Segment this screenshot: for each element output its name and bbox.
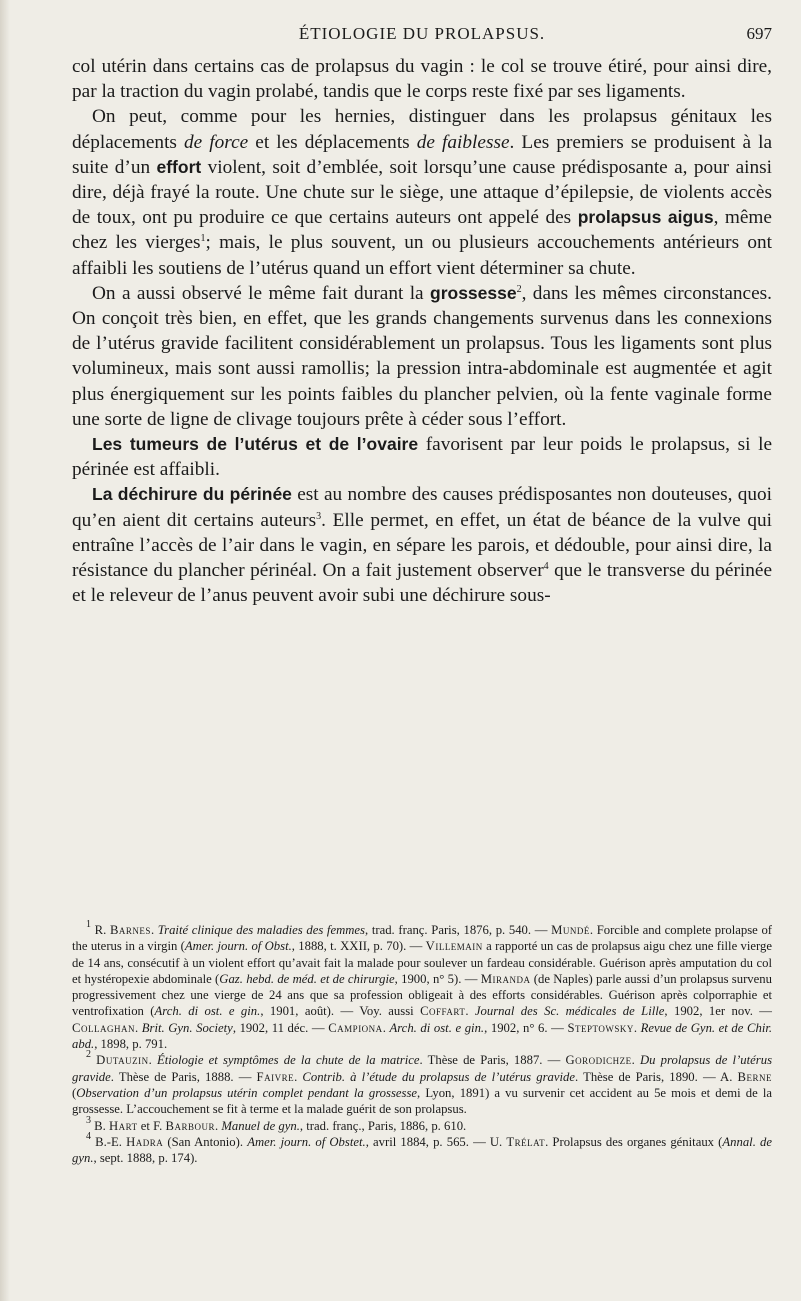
author-name: Barnes (109, 923, 151, 937)
text-run: que le transverse du périnée et le releveur de l’anus peuvent avoir subi une déchirure sous- (72, 560, 773, 607)
text-run: (de Naples) parle aussi d’un prolapsus survenu progressivement chez une vierge de 24 ans que sa profession obligeait à des efforts considérables. Guérison après colporraphie et ventrofixation ( (72, 971, 772, 1019)
text-run: , 1902, n° 6. — (484, 1020, 568, 1035)
footnotes (72, 919, 773, 1166)
text-run: . Prolapsus des organes génitaux ( (545, 1134, 723, 1149)
text-run: . (150, 923, 158, 937)
text-run: favorisent par leur poids le prolapsus, si le périnée est affaibli. (72, 434, 772, 481)
footnote-marker: 2 (86, 1049, 91, 1061)
text-run: , 1902, 11 déc. — (232, 1020, 329, 1035)
text-run: , 1888, t. XXII, p. 70). — (291, 939, 426, 954)
italic-run: Étiologie et symptômes de la chute de la matrice (156, 1053, 420, 1068)
author-name: Hart (108, 1118, 138, 1133)
footnote-marker: 1 (200, 233, 206, 245)
text-run: On peut, comme pour les hernies, distinguer dans les prolapsus génitaux les déplacements (72, 106, 772, 153)
text-run: est au nombre des causes prédisposantes non douteuses, quoi qu’en aient dit certains auteurs (72, 484, 772, 531)
text-run: (San Antonio). (163, 1134, 248, 1149)
text-run: B. (91, 1118, 109, 1133)
author-name: Faivre (256, 1069, 295, 1084)
text-run: . Elle permet, en effet, un état de béance de la vulve qui entraîne l’accès de l’air dans le vagin, en sépare les parois, et dédouble, pour ainsi dire, la résistance du plancher périnéal. On a fait justement observer (72, 509, 773, 582)
italic-run: Brit. Gyn. Society (141, 1020, 233, 1035)
main-text (72, 54, 772, 608)
footnote (72, 1049, 773, 1117)
author-name: Campiona (328, 1020, 383, 1035)
bold-term: prolapsus aigus (577, 207, 714, 228)
italic-run: Du prolapsus de l’utérus gravide (72, 1053, 773, 1084)
author-name: Trélat (506, 1134, 546, 1149)
text-run: . (633, 1020, 641, 1035)
footnote-marker: 4 (543, 561, 549, 573)
text-run: , 1902, 1er nov. — (664, 1004, 772, 1019)
text-run: , 1901, août). — Voy. aussi (260, 1004, 421, 1019)
bold-term: effort (156, 156, 202, 177)
text-run: a rapporté un cas de prolapsus aigu chez une fille vierge de 14 ans, consécutif à un violent effort qu’avait fait la malade pour soulever un fardeau considérable. Guérison après amputation du col et hystéropexie abdominale ( (72, 939, 772, 986)
page-header (72, 24, 772, 50)
italic-run: Manuel de gyn. (221, 1118, 300, 1133)
body-paragraph (72, 104, 772, 280)
italic-run: Observation d’un prolapsus utérin complet pendant la grossesse (76, 1085, 418, 1100)
text-run: , Lyon, 1891) a vu survenir cet accident au 5e mois et demi de la grossesse. L’accouchement se fit à terme et la malade guérit de son prolapsus. (72, 1085, 772, 1117)
text-run: . Thèse de Paris, 1887. — (419, 1053, 566, 1068)
text-run: ( (72, 1085, 77, 1100)
text-run: et F. (137, 1118, 166, 1133)
text-run: , sept. 1888, p. 174). (93, 1151, 198, 1166)
text-run: . Thèse de Paris, 1888. — (110, 1069, 257, 1084)
author-name: Villemain (425, 939, 483, 954)
text-run: . (382, 1020, 390, 1035)
text-run: On a aussi observé le même fait durant la (92, 282, 430, 304)
italic-run: Arch. di ost. e gin. (389, 1020, 485, 1035)
author-name: Hadra (126, 1134, 164, 1149)
author-name: Steptowsky (567, 1020, 634, 1035)
text-run: , 1898, p. 791. (94, 1037, 168, 1052)
footnote (72, 919, 773, 1052)
text-run: . (294, 1069, 303, 1084)
text-run: , trad. franç. Paris, 1876, p. 540. — (364, 923, 552, 937)
italic-run: de faiblesse (416, 131, 510, 153)
text-run: B.-E. (91, 1134, 127, 1149)
italic-run: Amer. journ. of Obst. (184, 939, 292, 954)
text-run: ; mais, le plus souvent, un ou plusieurs accouchements antérieurs ont affaibli les soutiens de l’utérus quand un effort vient déterminer sa chute. (72, 232, 772, 279)
italic-run: Amer. journ. of Obstet. (247, 1134, 366, 1149)
body-paragraph (72, 54, 772, 104)
author-name: Coffart (420, 1004, 466, 1019)
footnote-marker: 1 (86, 919, 91, 930)
text-run: , 1900, n° 5). — (394, 971, 481, 986)
italic-run: Arch. di ost. e gin. (154, 1004, 261, 1019)
text-run: . (134, 1020, 142, 1035)
text-run: violent, soit d’emblée, soit lorsqu’une cause prédisposante a, pour ainsi dire, déjà frayé la route. Une chute sur le siège, une attaque d’épilepsie, de violents accès de toux, ont pu produire ce que certains auteurs ont appelé des (72, 156, 772, 229)
bold-term: Les tumeurs de l’utérus et de l’ovaire (92, 434, 419, 455)
running-head: ÉTIOLOGIE DU PROLAPSUS. (298, 24, 546, 43)
italic-run: Contrib. à l’étude du prolapsus de l’utérus gravide (302, 1069, 575, 1084)
page-binding-shadow (0, 0, 10, 1301)
italic-run: Revue de Gyn. et de Chir. abd. (72, 1020, 773, 1052)
text-run: . Thèse de Paris, 1890. — A. (575, 1069, 738, 1084)
text-run: , dans les mêmes circonstances. On conçoit très bien, en effet, que les grands changements survenus dans les connexions de l’utérus gravide facilitent considérablement un prolapsus. Tous les ligaments sont plus volumineux, mais sont aussi ramollis; la pression intra-abdominale est augmentée et agit plus énergiquement sur les points faibles du plancher pelvien, où la fente vaginale forme une sorte de ligne de clivage toujours prête à céder sous l’effort. (72, 282, 772, 430)
bold-term: La déchirure du périnée (92, 484, 292, 505)
italic-run: Annal. de gyn. (72, 1134, 772, 1166)
text-run: . Les premiers se produisent à la suite d’un (72, 131, 773, 178)
footnote-marker: 3 (316, 510, 322, 522)
text-run: . Forcible and complete prolapse of the uterus in a virgin ( (72, 923, 773, 954)
author-name: Miranda (480, 971, 531, 986)
author-name: Collaghan (72, 1020, 135, 1035)
italic-run: Gaz. hebd. de méd. et de chirurgie (219, 971, 395, 986)
text-run: , trad. franç., Paris, 1886, p. 610. (299, 1118, 467, 1133)
author-name: Berne (737, 1069, 772, 1084)
page-number: 697 (746, 24, 772, 43)
text-run: , même chez les vierges (72, 207, 772, 254)
body-paragraph (72, 482, 772, 608)
text-run: et les déplacements (248, 131, 417, 153)
bold-term: grossesse (430, 282, 517, 303)
book-page (72, 0, 772, 1301)
footnote (72, 1114, 772, 1134)
footnote-marker: 3 (86, 1114, 91, 1126)
text-run: , avril 1884, p. 565. — U. (365, 1134, 507, 1149)
text-run: . (631, 1053, 640, 1068)
body-paragraph (72, 432, 772, 482)
author-name: Gorodichze (565, 1053, 632, 1068)
author-name: Dutauzin (96, 1053, 149, 1068)
text-run: . (465, 1004, 475, 1019)
author-name: Barbour (165, 1118, 215, 1133)
italic-run: Journal des Sc. médicales de Lille (474, 1004, 665, 1019)
body-paragraph (72, 281, 772, 432)
italic-run: de force (184, 131, 249, 153)
footnote (72, 1130, 772, 1167)
footnote-marker: 2 (516, 283, 522, 295)
italic-run: Traité clinique des maladies des femmes (157, 923, 365, 937)
author-name: Mundé (551, 923, 590, 937)
text-run: R. (91, 923, 110, 937)
text-run: . (148, 1053, 157, 1068)
text-run: col utérin dans certains cas de prolapsus du vagin : le col se trouve étiré, pour ainsi dire, par la traction du vagin prolabé, tandis que le corps reste fixé par ses ligaments. (72, 56, 772, 103)
footnote-marker: 4 (86, 1130, 91, 1142)
text-run: . (214, 1118, 222, 1133)
